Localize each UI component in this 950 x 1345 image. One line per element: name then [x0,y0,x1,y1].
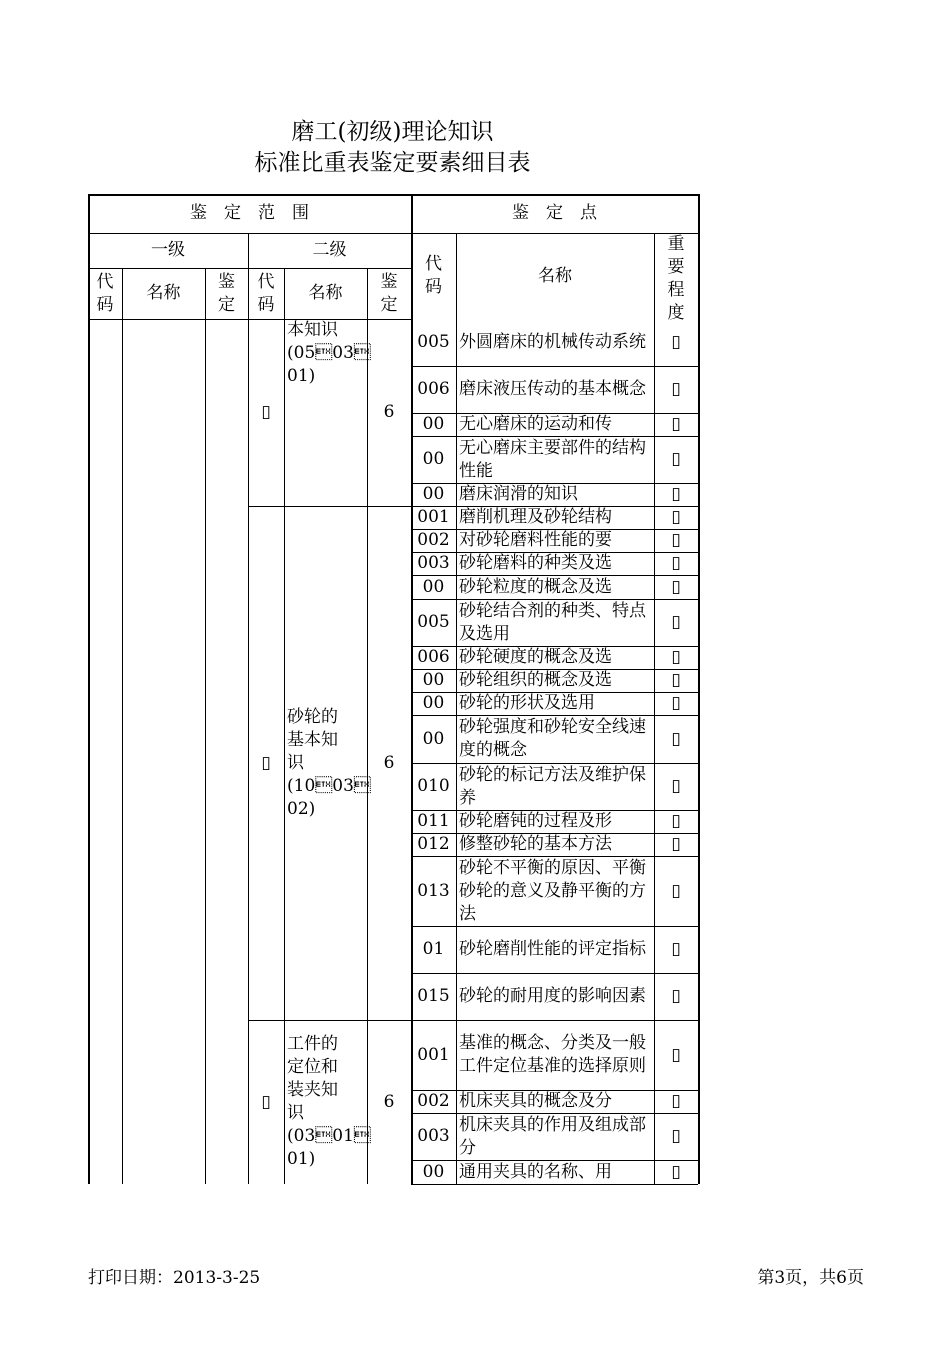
row-name-text: 砂轮强度和砂轮安全线速度的概念 [459,717,646,760]
group-code: ▯ [261,1091,271,1112]
row-name [456,810,654,833]
row-importance: ▯ [671,647,681,667]
header-l2-name: 名称 [308,283,343,303]
header-l2-code: 代 码 [257,271,275,315]
row-name [456,436,654,483]
row-code: 00 [422,670,445,690]
header-point-code: 代 码 [425,254,442,297]
header-l1-name: 名称 [146,283,181,303]
row-importance: ▯ [671,484,681,504]
row-name-text: 砂轮不平衡的原因、平衡砂轮的意义及静平衡的方法 [459,857,646,924]
header-importance: 重 要 程 度 [667,234,685,323]
row-code: 013 [417,880,450,901]
grid-line [205,268,206,1184]
row-code: 010 [417,776,450,796]
row-importance: ▯ [671,939,681,959]
row-importance: ▯ [671,1161,681,1182]
header-l2-weight: 鉴 定 [380,271,398,315]
row-importance: ▯ [671,576,681,597]
row-name [456,926,654,973]
row-importance: ▯ [671,811,681,831]
row-code: 015 [417,986,450,1006]
row-name-text: 砂轮的形状及选用 [459,693,595,713]
row-name-text: 砂轮结合剂的种类、特点及选用 [459,600,646,644]
row-importance: ▯ [671,670,681,690]
row-name [456,483,654,506]
row-code: 002 [417,1091,450,1111]
row-code: 00 [422,484,445,504]
row-name-text: 通用夹具的名称、用 [459,1161,612,1182]
row-code: 011 [417,811,450,831]
row-code: 00 [422,576,445,597]
row-importance: ▯ [671,332,681,352]
row-code: 001 [417,1044,450,1065]
header-level1: 一级 [151,240,185,260]
group-weight: 6 [383,752,395,773]
row-name [456,669,654,692]
row-code: 00 [422,693,445,713]
header-point: 鉴 定 点 [512,203,597,223]
row-name [456,575,654,599]
header-point-name: 名称 [538,265,572,286]
print-date: 打印日期：2013-3-25 [88,1268,261,1288]
row-name [456,763,654,810]
title-line-1: 磨工(初级)理论知识 [291,119,494,145]
row-name-text: 磨床液压传动的基本概念 [459,379,646,399]
row-name-text: 外圆磨床的机械传动系统 [459,332,646,352]
row-code: 00 [422,449,445,469]
row-name-text: 机床夹具的概念及分 [459,1091,612,1111]
title-line-2: 标准比重表鉴定要素细目表 [254,150,531,176]
group-weight: 6 [383,402,395,422]
row-name [456,506,654,529]
row-importance: ▯ [671,1091,681,1111]
row-importance: ▯ [671,379,681,399]
row-name [456,973,654,1020]
header-l1-code: 代 码 [96,271,114,315]
table-right-border [698,194,700,1184]
group-weight: 6 [383,1091,395,1112]
row-name-text: 基准的概念、分类及一般工件定位基准的选择原则 [459,1033,646,1076]
row-code: 00 [422,1161,445,1182]
row-name-text: 砂轮粒度的概念及选 [459,576,612,597]
row-name [456,1160,654,1184]
group-code: ▯ [261,752,271,773]
row-name [456,856,654,926]
row-name-text: 砂轮硬度的概念及选 [459,647,612,667]
row-code: 005 [417,332,450,352]
header-scope: 鉴 定 范 围 [190,203,309,223]
row-importance: ▯ [671,834,681,854]
row-name [456,692,654,715]
row-name-text: 机床夹具的作用及组成部分 [459,1114,646,1158]
row-name [456,1020,654,1090]
row-name-text: 砂轮的耐用度的影响因素 [459,986,646,1006]
row-importance: ▯ [671,507,681,527]
row-code: 003 [417,553,450,573]
row-name [456,366,654,413]
row-name-text: 对砂轮磨料性能的要 [459,530,612,550]
group-name: 砂轮的 基本知 识 (1003 02) [287,706,371,819]
table-left-border [88,194,90,1184]
row-code: 002 [417,530,450,550]
row-importance: ▯ [671,986,681,1006]
row-code: 00 [422,728,445,749]
row-importance: ▯ [671,449,681,469]
row-name [456,413,654,436]
row-name-text: 砂轮磨钝的过程及形 [459,811,612,831]
row-name-text: 无心磨床的运动和传 [459,414,612,434]
row-name [456,715,654,763]
group-name: 工件的 定位和 装夹知 识 (0301 01) [287,1034,371,1169]
row-name-text: 磨削机理及砂轮结构 [459,507,612,527]
row-name-text: 修整砂轮的基本方法 [459,834,612,854]
row-code: 001 [417,507,450,527]
group-name: 本知识 (0503 01) [287,320,371,386]
page-number: 第3页，共6页 [757,1268,864,1288]
row-importance: ▯ [671,1044,681,1065]
row-name-text: 砂轮磨料的种类及选 [459,553,612,573]
row-name-text: 砂轮的标记方法及维护保养 [459,764,646,808]
row-name [456,599,654,646]
row-importance: ▯ [671,776,681,796]
row-code: 003 [417,1126,450,1146]
row-name [456,1090,654,1113]
row-name [456,1113,654,1160]
row-code: 005 [417,612,450,632]
row-importance: ▯ [671,530,681,550]
group-code: ▯ [261,402,271,422]
row-importance: ▯ [671,414,681,434]
row-importance: ▯ [671,880,681,901]
row-name-text: 砂轮组织的概念及选 [459,670,612,690]
header-level2: 二级 [312,240,347,260]
row-name [456,646,654,669]
header-l1-weight: 鉴 定 [218,271,235,315]
row-importance: ▯ [671,553,681,573]
row-code: 006 [417,647,450,667]
row-code: 01 [422,939,445,959]
row-name [456,833,654,856]
row-code: 012 [417,834,450,854]
row-code: 00 [422,414,445,434]
row-name-text: 砂轮磨削性能的评定指标 [459,939,646,959]
row-name-text: 磨床润滑的知识 [459,484,578,504]
row-importance: ▯ [671,693,681,713]
row-importance: ▯ [671,1126,681,1146]
row-importance: ▯ [671,728,681,749]
row-name [456,319,654,366]
row-name-text: 无心磨床主要部件的结构性能 [459,437,646,481]
row-line [411,1184,698,1185]
row-name [456,552,654,575]
row-importance: ▯ [671,612,681,632]
row-name [456,529,654,552]
grid-line [122,268,123,1184]
row-code: 006 [417,379,450,399]
